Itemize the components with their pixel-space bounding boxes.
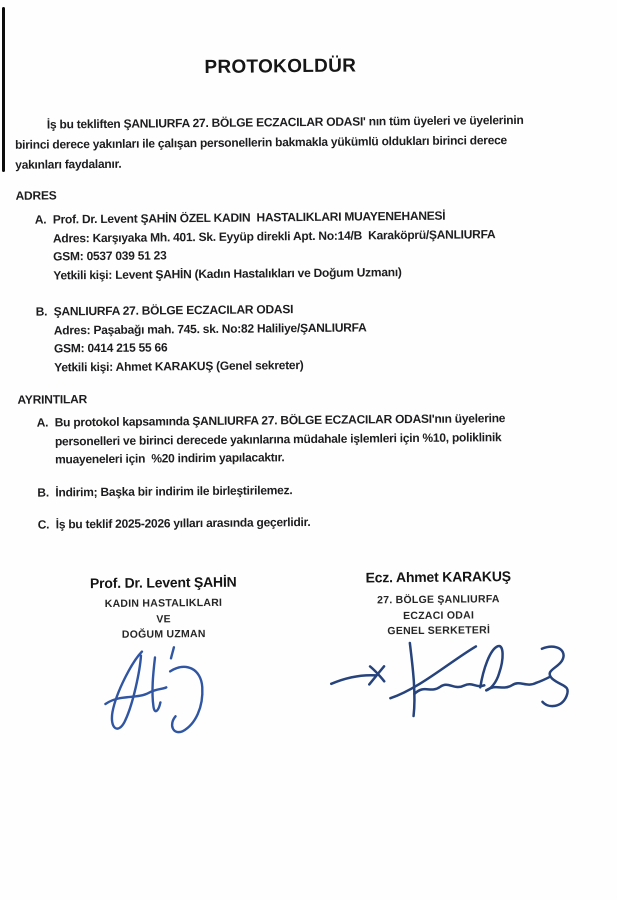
list-letter: A. — [34, 212, 47, 227]
detail-line: İş bu teklif 2025-2026 yılları arasında geçerlidir. — [55, 514, 311, 532]
intro-paragraph — [15, 110, 524, 175]
detail-line: muayeneleri için %20 indirim yapılacaktır. — [55, 450, 285, 467]
address-line: ŞANLIURFA 27. BÖLGE ECZACILAR ODASI — [53, 302, 294, 319]
address-item-a — [35, 206, 496, 284]
signatory-right-role: GENEL SERKETERİ — [387, 624, 491, 638]
address-item-a-lines — [53, 206, 496, 284]
signatory-right-role: 27. BÖLGE ŞANLIURFA — [377, 593, 500, 607]
signature-ink — [331, 642, 568, 717]
address-item-b-lines — [54, 299, 367, 376]
detail-item-a — [37, 409, 506, 469]
levent-sahin-signature-icon — [102, 645, 221, 740]
signatory-left-roles — [63, 595, 263, 643]
address-line: GSM: 0414 215 55 66 — [53, 340, 168, 356]
address-line: Adres: Karşıyaka Mh. 401. Sk. Eyyüp direkli Apt. No:14/B Karaköprü/ŞANLIURFA — [52, 226, 496, 245]
section-heading-adres: ADRES — [15, 188, 57, 203]
signatory-right-name: Ecz. Ahmet KARAKUŞ — [365, 568, 511, 586]
detail-line: İndirim; Başka bir indirim ile birleştirilemez. — [55, 483, 293, 500]
list-letter: B. — [37, 485, 49, 500]
section-heading-ayrintilar: AYRINTILAR — [17, 392, 88, 407]
signatory-left-role: KADIN HASTALIKLARI — [104, 596, 223, 610]
signatory-left-name: Prof. Dr. Levent ŞAHİN — [89, 573, 237, 592]
signatory-left-block — [63, 572, 264, 643]
address-line: Adres: Paşabağı mah. 745. sk. No:82 Haliliye/ŞANLIURFA — [53, 319, 367, 337]
list-letter: C. — [37, 517, 50, 532]
detail-item-a-lines — [55, 409, 506, 469]
detail-item-b-lines — [55, 481, 292, 502]
intro-line: İş bu tekliften ŞANLIURFA 27. BÖLGE ECZACILAR ODASI' nın tüm üyeleri ve üyelerinin — [46, 112, 524, 132]
list-letter: A. — [36, 415, 49, 430]
signature-ink — [105, 647, 203, 733]
detail-item-c-lines — [56, 513, 311, 534]
address-item-b — [36, 299, 367, 376]
document-title: PROTOKOLDÜR — [204, 55, 357, 78]
signatory-right-role: ECZACI ODAI — [403, 608, 475, 622]
address-line: GSM: 0537 039 51 23 — [53, 248, 167, 264]
address-line: Yetkili kişi: Ahmet KARAKUŞ (Genel sekreter) — [54, 357, 304, 374]
signatory-right-block — [338, 567, 539, 640]
detail-item-c — [38, 513, 311, 534]
detail-line: personelleri ve birinci derecede yakınlarına müdahale işlemleri için %10, poliklinik — [54, 429, 502, 448]
list-letter: B. — [35, 304, 48, 319]
signatory-right-roles — [338, 592, 538, 640]
intro-line: birinci derece yakınları ile çalışan personellerin bakmakla yükümlü oldukları birinci derece — [14, 133, 507, 152]
detail-line: Bu protokol kapsamında ŞANLIURFA 27. BÖLGE ECZACILAR ODASI'nın üyelerine — [54, 411, 506, 430]
intro-line: yakınları faydalanır. — [15, 156, 122, 172]
signatory-left-role: DOĞUM UZMAN — [121, 627, 206, 641]
signatory-left-role: VE — [156, 612, 171, 625]
ahmet-karakus-signature-icon — [328, 637, 581, 727]
detail-item-b — [37, 481, 292, 502]
address-line: Yetkili kişi: Levent ŞAHİN (Kadın Hastalıkları ve Doğum Uzmanı) — [53, 264, 402, 282]
address-line: Prof. Dr. Levent ŞAHİN ÖZEL KADIN HASTALIKLARI MUAYENEHANESİ — [52, 208, 446, 227]
